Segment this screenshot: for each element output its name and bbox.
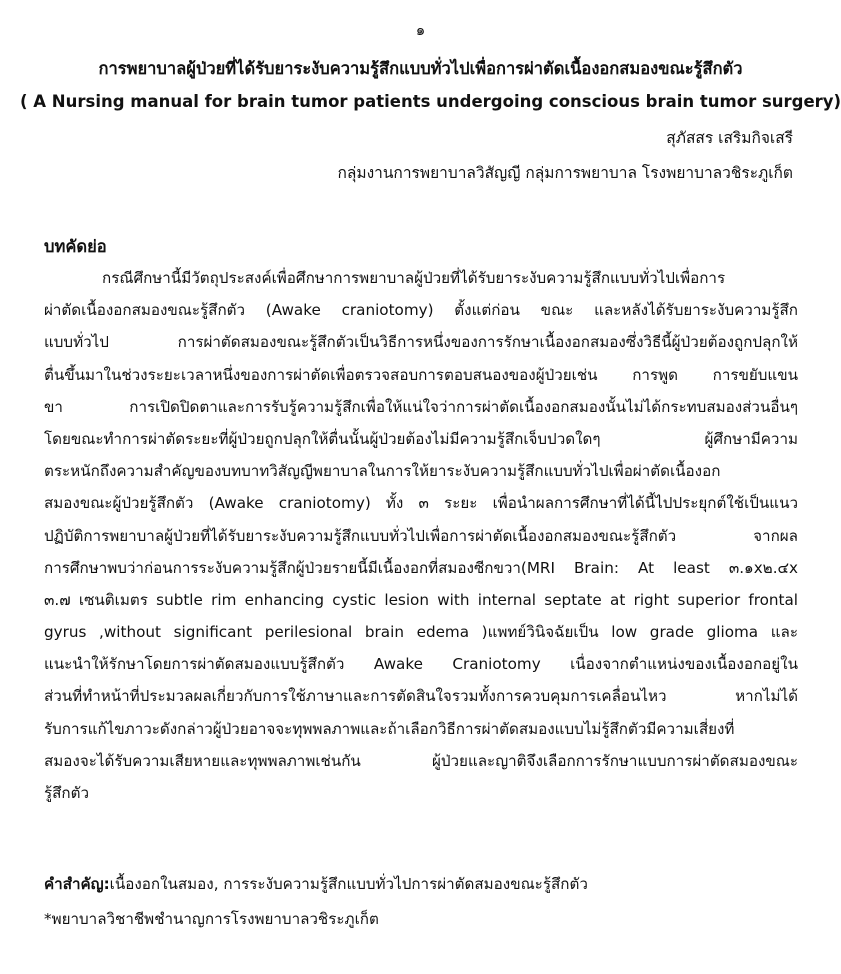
title-thai: การพยาบาลผู้ป่วยที่ได้รับยาระงับความรู้สึกแบบทั่วไปเพื่อการผ่าตัดเนื้องอกสมองขณะรู้สึกตัว [98, 59, 743, 78]
abstract-line: กรณีศึกษานี้มีวัตถุประสงค์เพื่อศึกษาการพยาบาลผู้ป่วยที่ได้รับยาระงับความรู้สึกแบบทั่วไปเพื่อการ [102, 269, 726, 287]
title-english: ( A Nursing manual for brain tumor patients undergoing conscious brain tumor surgery) [20, 92, 841, 111]
abstract-line: gyrus ,without significant perilesional brain edema )แพทย์วินิจฉัยเป็น low grade glioma และ [44, 623, 798, 642]
abstract-line: สมองจะได้รับความเสียหายและทุพพลภาพเช่นกัน ผู้ป่วยและญาติจึงเลือกการรักษาแบบการผ่าตัดสมองขณะ [44, 751, 798, 770]
keywords-label: คำสำคัญ: [44, 875, 110, 893]
abstract-line: ตระหนักถึงความสำคัญของบทบาทวิสัญญีพยาบาลในการให้ยาระงับความรู้สึกแบบทั่วไปเพื่อผ่าตัดเนื้องอก [44, 462, 721, 481]
abstract-heading: บทคัดย่อ [44, 237, 107, 256]
abstract-line: ปฏิบัติการพยาบาลผู้ป่วยที่ได้รับยาระงับความรู้สึกแบบทั่วไปเพื่อการผ่าตัดเนื้องอกสมองขณะรู้สึกตัว จากผล [44, 526, 798, 545]
abstract-line: ๓.๗ เซนติเมตร subtle rim enhancing cystic lesion with internal septate at right superior frontal [44, 590, 798, 609]
keywords [44, 872, 588, 896]
abstract-line: แบบทั่วไป การผ่าตัดสมองขณะรู้สึกตัวเป็นวิธีการหนึ่งของการรักษาเนื้องอกสมองซึ่งวิธีนี้ผู้ป่วยต้องถูกปลุกให้ [44, 333, 798, 352]
abstract-line: ส่วนที่ทำหน้าที่ประมวลผลเกี่ยวกับการใช้ภาษาและการตัดสินใจรวมทั้งการควบคุมการเคลื่อนไหว หากไม่ได้ [44, 687, 798, 706]
abstract-line: สมองขณะผู้ป่วยรู้สึกตัว (Awake craniotomy) ทั้ง ๓ ระยะ เพื่อนำผลการศึกษาที่ได้นี้ไปประยุกต์ใช้เป็นแนว [44, 494, 798, 513]
keywords-text: เนื้องอกในสมอง, การระงับความรู้สึกแบบทั่วไปการผ่าตัดสมองขณะรู้สึกตัว [109, 875, 588, 893]
abstract-line: รู้สึกตัว [44, 784, 90, 802]
abstract-line: รับการแก้ไขภาวะดังกล่าวผู้ป่วยอาจจะทุพพลภาพและถ้าเลือกวิธีการผ่าตัดสมองแบบไม่รู้สึกตัวมีความเสี่ยงที่ [44, 719, 735, 738]
abstract-line: การศึกษาพบว่าก่อนการระงับความรู้สึกผู้ป่วยรายนี้มีเนื้องอกที่สมองซีกขวา(MRI Brain: At least ๓.๑x๒.๔x [44, 558, 798, 577]
footnote: *พยาบาลวิชาชีพชำนาญการโรงพยาบาลวชิระภูเก็ต [44, 910, 379, 928]
abstract-line: โดยขณะทำการผ่าตัดระยะที่ผู้ป่วยถูกปลุกให้ตื่นนั้นผู้ป่วยต้องไม่มีความรู้สึกเจ็บปวดใดๆ ผู้ศึกษามีความ [44, 429, 798, 448]
abstract-line: ผ่าตัดเนื้องอกสมองขณะรู้สึกตัว (Awake craniotomy) ตั้งแต่ก่อน ขณะ และหลังได้รับยาระงับความรู้สึก [44, 301, 798, 320]
abstract-line: แนะนำให้รักษาโดยการผ่าตัดสมองแบบรู้สึกตัว Awake Craniotomy เนื่องจากตำแหน่งของเนื้องอกอยู่ใน [44, 655, 798, 674]
author-affiliation: กลุ่มงานการพยาบาลวิสัญญี กลุ่มการพยาบาล โรงพยาบาลวชิระภูเก็ต [337, 164, 793, 182]
abstract-line: ขา การเปิดปิดตาและการรับรู้ความรู้สึกเพื่อให้แน่ใจว่าการผ่าตัดเนื้องอกสมองนั้นไม่ได้กระทบสมองส่วนอื่นๆ [44, 397, 798, 416]
page-number: ๑ [415, 21, 426, 39]
author-name: สุภัสสร เสริมกิจเสรี [666, 129, 793, 147]
abstract-body [44, 262, 798, 809]
abstract-line: ตื่นขึ้นมาในช่วงระยะเวลาหนึ่งของการผ่าตัดเพื่อตรวจสอบการตอบสนองของผู้ป่วยเช่น การพูด การขยับแขน [44, 365, 798, 384]
